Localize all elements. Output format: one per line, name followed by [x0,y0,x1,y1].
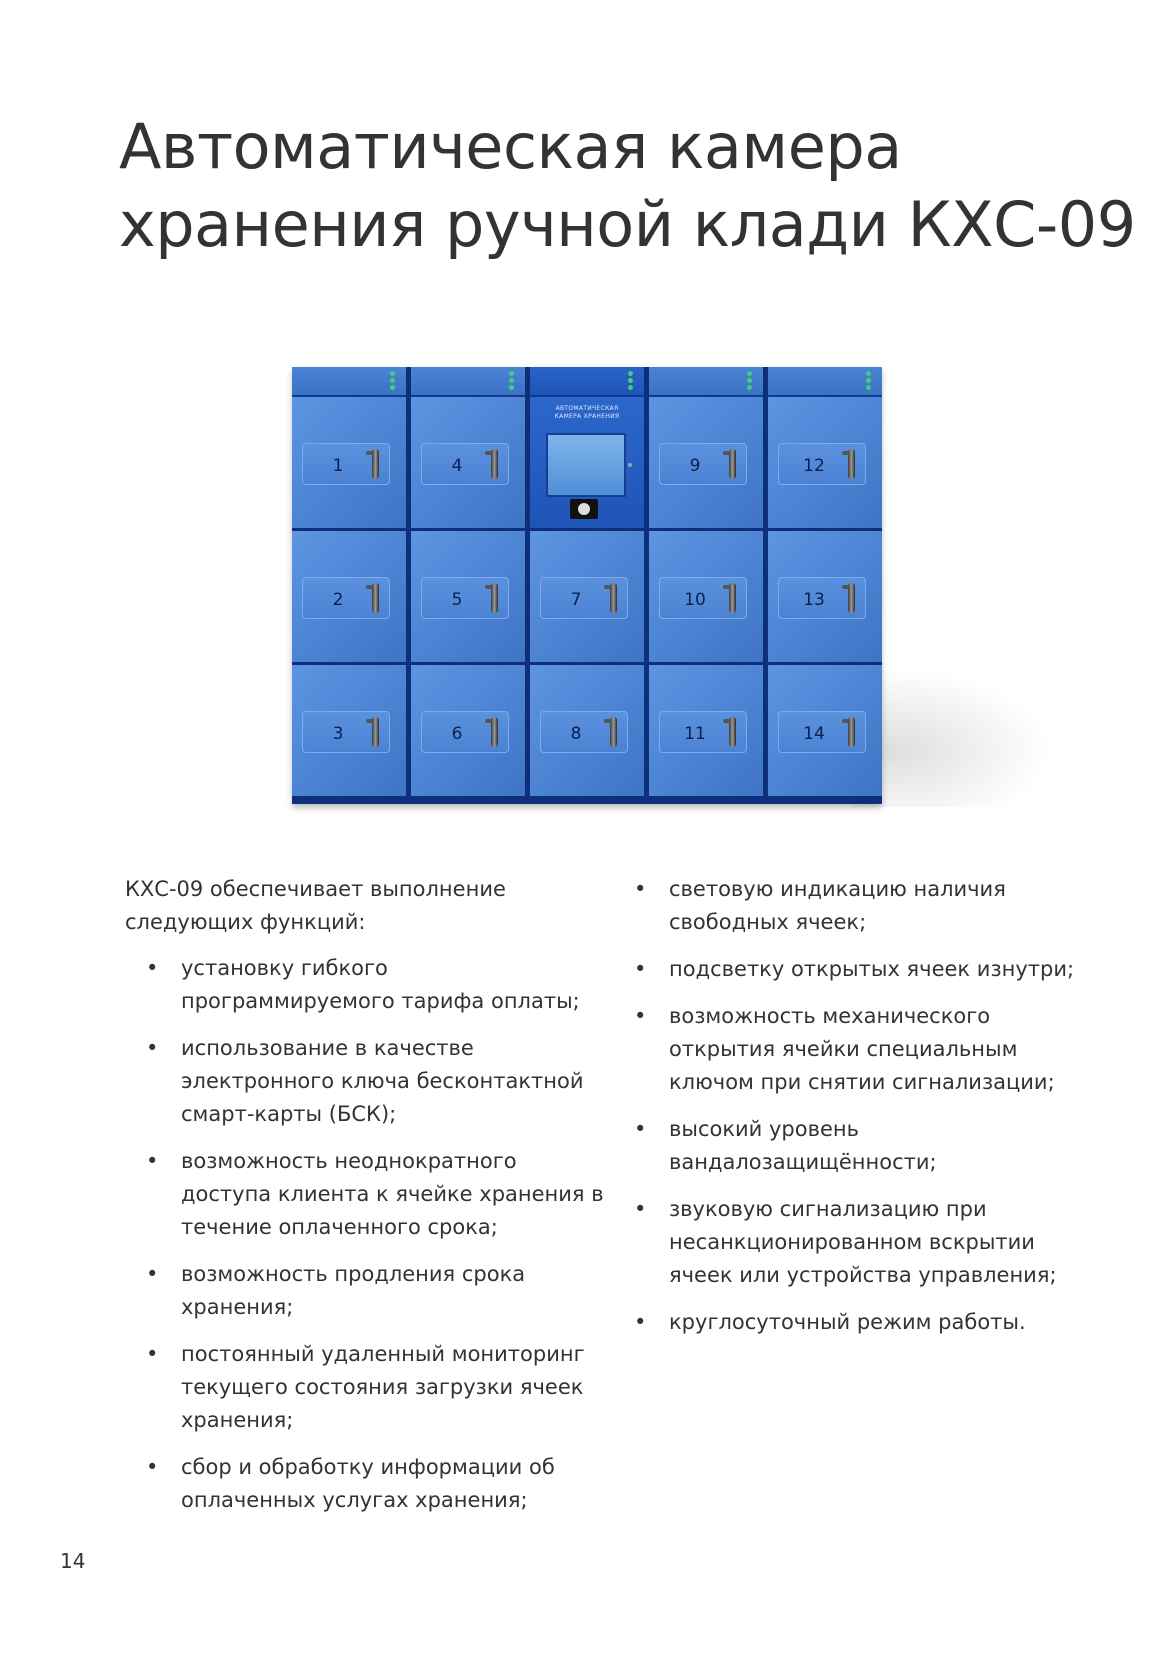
door-plate [421,577,509,619]
list-item [124,952,604,1018]
locker-cell [768,531,882,665]
cell-number: 10 [684,590,706,610]
cell-number: 12 [803,456,825,476]
bullet-icon: • [146,1036,159,1060]
list-item-text: использование в качестве электронного ключа бесконтактной смарт-карты (БСК); [181,1036,584,1126]
locker-cell [530,531,644,665]
handle-icon [372,449,379,479]
handle-icon [729,583,736,613]
list-item [124,1258,604,1324]
locker-cell [411,531,525,665]
door-plate [659,443,747,485]
list-item [124,1338,604,1437]
cell-number: 3 [332,724,344,744]
column-topbar [768,367,882,397]
title-line-1: Автоматическая камера [119,110,902,183]
list-item-text: сбор и обработку информации об оплаченных услугах хранения; [181,1455,555,1512]
features-list-left [124,952,604,1531]
control-panel [530,397,644,531]
cell-number: 11 [684,724,706,744]
handle-icon [372,717,379,747]
cell-number: 13 [803,590,825,610]
title-line-2: хранения ручной клади КХС-09 [119,188,1136,261]
locker-cell [768,397,882,531]
list-item [612,1193,1082,1292]
door-plate [421,711,509,753]
cell-number: 5 [451,590,463,610]
locker-illustration [292,367,882,804]
door-plate [302,443,390,485]
bullet-icon: • [146,1262,159,1286]
status-leds [747,371,753,392]
handle-icon [491,717,498,747]
cell-number: 1 [332,456,344,476]
list-item [612,1000,1082,1099]
list-item [124,1032,604,1131]
page-title [119,108,1136,264]
door-plate [302,711,390,753]
locker-cell [768,665,882,799]
list-item [612,1306,1082,1339]
locker-cell [649,531,763,665]
indicator-dot [628,463,632,467]
intro-text: КХС-09 обеспечивает выполнение следующих функций: [125,877,506,934]
bullet-icon: • [634,1117,647,1141]
list-item-text: установку гибкого программируемого тарифа оплаты; [181,956,580,1013]
bullet-icon: • [634,957,647,981]
list-item-text: постоянный удаленный мониторинг текущего состояния загрузки ячеек хранения; [181,1342,585,1432]
status-leds [866,371,872,392]
bullet-icon: • [634,1004,647,1028]
column-topbar [649,367,763,397]
status-leds [509,371,515,392]
locker-cell [649,665,763,799]
status-leds [390,371,396,392]
bullet-icon: • [634,1310,647,1334]
bullet-icon: • [146,956,159,980]
touch-screen [546,433,626,497]
locker-cell [292,531,406,665]
locker-cell [530,665,644,799]
list-item-text: возможность продления срока хранения; [181,1262,526,1319]
handle-icon [610,717,617,747]
handle-icon [610,583,617,613]
locker-shadow [852,667,1052,807]
list-item [124,1145,604,1244]
cell-number: 9 [689,456,701,476]
status-leds [628,371,634,392]
locker-cell [292,397,406,531]
handle-icon [848,583,855,613]
bullet-icon: • [634,877,647,901]
bullet-icon: • [146,1149,159,1173]
panel-label-line-1: АВТОМАТИЧЕСКАЯ [555,405,619,412]
handle-icon [491,449,498,479]
locker-cell [292,665,406,799]
list-item-text: возможность механического открытия ячейки специальным ключом при снятии сигнализации; [669,1004,1055,1094]
locker-cell [411,397,525,531]
handle-icon [729,449,736,479]
panel-label [530,405,644,421]
handle-icon [372,583,379,613]
cell-number: 8 [570,724,582,744]
list-item [124,1451,604,1517]
handle-icon [491,583,498,613]
door-plate [778,711,866,753]
bullet-icon: • [146,1342,159,1366]
handle-icon [729,717,736,747]
door-plate [540,577,628,619]
list-item-text: подсветку открытых ячеек изнутри; [669,957,1075,981]
locker-cell [411,665,525,799]
door-plate [421,443,509,485]
cell-number: 2 [332,590,344,610]
door-plate [778,443,866,485]
list-item-text: звуковую сигнализацию при несанкционированном вскрытии ячеек или устройства управления; [669,1197,1057,1287]
door-plate [302,577,390,619]
bullet-icon: • [634,1197,647,1221]
door-plate [659,711,747,753]
column-topbar [292,367,406,397]
list-item-text: возможность неоднократного доступа клиента к ячейке хранения в течение оплаченного срока; [181,1149,604,1239]
locker-column-5 [768,367,882,804]
locker-column-4 [649,367,763,804]
list-item [612,953,1082,986]
page-number: 14 [60,1549,86,1573]
list-item-text: световую индикацию наличия свободных ячеек; [669,877,1006,934]
list-item-text: круглосуточный режим работы. [669,1310,1026,1334]
door-plate [659,577,747,619]
locker-body [292,367,882,804]
panel-label-line-2: КАМЕРА ХРАНЕНИЯ [554,413,620,420]
locker-cell [649,397,763,531]
list-item [612,873,1082,939]
locker-column-1 [292,367,406,804]
handle-icon [848,449,855,479]
locker-column-3 [530,367,644,804]
locker-column-2 [411,367,525,804]
door-plate [778,577,866,619]
column-topbar [530,367,644,397]
cell-number: 6 [451,724,463,744]
features-list-right [612,873,1082,1353]
bullet-icon: • [146,1455,159,1479]
handle-icon [848,717,855,747]
cell-number: 4 [451,456,463,476]
card-reader-icon [570,499,598,519]
column-topbar [411,367,525,397]
door-plate [540,711,628,753]
list-item [612,1113,1082,1179]
list-item-text: высокий уровень вандалозащищённости; [669,1117,937,1174]
cell-number: 14 [803,724,825,744]
cell-number: 7 [570,590,582,610]
